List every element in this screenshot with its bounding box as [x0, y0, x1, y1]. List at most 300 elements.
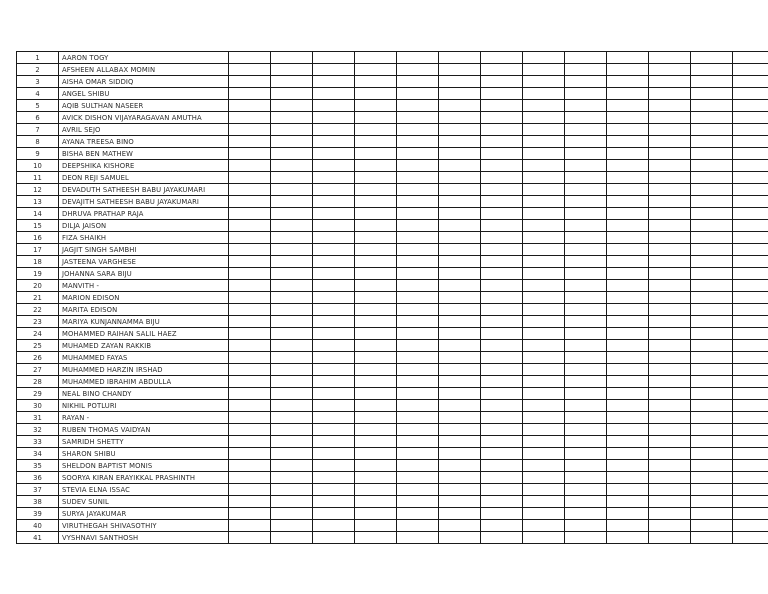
blank-cell	[733, 208, 768, 220]
blank-cell	[523, 76, 565, 88]
blank-cell	[313, 412, 355, 424]
blank-cell	[607, 376, 649, 388]
blank-cell	[439, 328, 481, 340]
blank-cell	[607, 484, 649, 496]
blank-cell	[481, 448, 523, 460]
blank-cell	[229, 232, 271, 244]
blank-cell	[733, 436, 768, 448]
student-name: SURYA JAYAKUMAR	[59, 508, 229, 520]
blank-cell	[607, 196, 649, 208]
blank-cell	[397, 256, 439, 268]
table-row	[17, 100, 768, 112]
student-name: SAMRIDH SHETTY	[59, 436, 229, 448]
blank-cell	[565, 352, 607, 364]
row-number: 31	[17, 412, 59, 424]
blank-cell	[397, 52, 439, 64]
blank-cell	[733, 292, 768, 304]
blank-cell	[733, 472, 768, 484]
blank-cell	[733, 136, 768, 148]
table-row	[17, 148, 768, 160]
row-number: 30	[17, 400, 59, 412]
blank-cell	[313, 196, 355, 208]
blank-cell	[439, 532, 481, 544]
blank-cell	[229, 196, 271, 208]
student-name: AARON TOGY	[59, 52, 229, 64]
blank-cell	[649, 304, 691, 316]
blank-cell	[481, 460, 523, 472]
blank-cell	[229, 388, 271, 400]
blank-cell	[607, 112, 649, 124]
blank-cell	[439, 388, 481, 400]
blank-cell	[649, 316, 691, 328]
blank-cell	[733, 352, 768, 364]
student-roster-table	[16, 51, 768, 544]
row-number: 21	[17, 292, 59, 304]
blank-cell	[649, 172, 691, 184]
blank-cell	[607, 76, 649, 88]
table-row	[17, 400, 768, 412]
blank-cell	[355, 244, 397, 256]
blank-cell	[691, 448, 733, 460]
blank-cell	[649, 472, 691, 484]
blank-cell	[481, 304, 523, 316]
blank-cell	[481, 148, 523, 160]
blank-cell	[397, 412, 439, 424]
row-number: 8	[17, 136, 59, 148]
blank-cell	[607, 292, 649, 304]
blank-cell	[397, 268, 439, 280]
blank-cell	[565, 496, 607, 508]
blank-cell	[649, 412, 691, 424]
table-row	[17, 280, 768, 292]
blank-cell	[481, 184, 523, 196]
blank-cell	[649, 196, 691, 208]
blank-cell	[397, 388, 439, 400]
blank-cell	[313, 148, 355, 160]
blank-cell	[733, 520, 768, 532]
blank-cell	[481, 196, 523, 208]
blank-cell	[439, 244, 481, 256]
blank-cell	[397, 160, 439, 172]
blank-cell	[523, 400, 565, 412]
blank-cell	[229, 268, 271, 280]
blank-cell	[733, 496, 768, 508]
blank-cell	[481, 520, 523, 532]
blank-cell	[523, 424, 565, 436]
blank-cell	[523, 148, 565, 160]
student-name: SUDEV SUNIL	[59, 496, 229, 508]
table-row	[17, 340, 768, 352]
student-name: AYANA TREESA BINO	[59, 136, 229, 148]
blank-cell	[313, 220, 355, 232]
blank-cell	[313, 172, 355, 184]
blank-cell	[733, 88, 768, 100]
blank-cell	[565, 304, 607, 316]
blank-cell	[565, 160, 607, 172]
blank-cell	[481, 208, 523, 220]
blank-cell	[439, 136, 481, 148]
blank-cell	[271, 304, 313, 316]
blank-cell	[691, 280, 733, 292]
blank-cell	[397, 448, 439, 460]
blank-cell	[355, 400, 397, 412]
blank-cell	[229, 400, 271, 412]
blank-cell	[229, 220, 271, 232]
blank-cell	[691, 520, 733, 532]
roster-body	[17, 52, 768, 544]
blank-cell	[607, 400, 649, 412]
blank-cell	[691, 136, 733, 148]
blank-cell	[649, 496, 691, 508]
blank-cell	[733, 256, 768, 268]
student-name: RAYAN -	[59, 412, 229, 424]
blank-cell	[733, 316, 768, 328]
row-number: 33	[17, 436, 59, 448]
blank-cell	[229, 88, 271, 100]
row-number: 6	[17, 112, 59, 124]
table-row	[17, 532, 768, 544]
blank-cell	[691, 484, 733, 496]
blank-cell	[481, 340, 523, 352]
student-name: MUHAMMED FAYAS	[59, 352, 229, 364]
blank-cell	[733, 532, 768, 544]
blank-cell	[229, 328, 271, 340]
blank-cell	[439, 292, 481, 304]
blank-cell	[481, 52, 523, 64]
student-name: MANVITH -	[59, 280, 229, 292]
blank-cell	[481, 484, 523, 496]
blank-cell	[271, 148, 313, 160]
blank-cell	[397, 376, 439, 388]
blank-cell	[355, 376, 397, 388]
blank-cell	[523, 64, 565, 76]
blank-cell	[355, 364, 397, 376]
blank-cell	[691, 400, 733, 412]
blank-cell	[313, 400, 355, 412]
blank-cell	[607, 184, 649, 196]
row-number: 2	[17, 64, 59, 76]
row-number: 40	[17, 520, 59, 532]
blank-cell	[229, 484, 271, 496]
row-number: 5	[17, 100, 59, 112]
blank-cell	[397, 88, 439, 100]
blank-cell	[355, 280, 397, 292]
blank-cell	[733, 376, 768, 388]
blank-cell	[691, 268, 733, 280]
blank-cell	[313, 520, 355, 532]
blank-cell	[481, 124, 523, 136]
blank-cell	[565, 400, 607, 412]
blank-cell	[565, 172, 607, 184]
blank-cell	[439, 124, 481, 136]
blank-cell	[691, 424, 733, 436]
blank-cell	[733, 304, 768, 316]
blank-cell	[481, 88, 523, 100]
blank-cell	[691, 244, 733, 256]
blank-cell	[691, 532, 733, 544]
blank-cell	[481, 508, 523, 520]
blank-cell	[355, 220, 397, 232]
table-row	[17, 76, 768, 88]
blank-cell	[691, 340, 733, 352]
blank-cell	[439, 448, 481, 460]
table-row	[17, 508, 768, 520]
student-name: NEAL BINO CHANDY	[59, 388, 229, 400]
blank-cell	[481, 256, 523, 268]
blank-cell	[313, 256, 355, 268]
blank-cell	[271, 376, 313, 388]
blank-cell	[691, 148, 733, 160]
blank-cell	[607, 508, 649, 520]
blank-cell	[649, 100, 691, 112]
blank-cell	[649, 208, 691, 220]
blank-cell	[565, 388, 607, 400]
blank-cell	[439, 508, 481, 520]
blank-cell	[481, 220, 523, 232]
blank-cell	[229, 340, 271, 352]
blank-cell	[565, 460, 607, 472]
blank-cell	[481, 472, 523, 484]
blank-cell	[271, 208, 313, 220]
blank-cell	[229, 172, 271, 184]
blank-cell	[271, 244, 313, 256]
blank-cell	[313, 328, 355, 340]
blank-cell	[691, 100, 733, 112]
blank-cell	[523, 436, 565, 448]
blank-cell	[271, 340, 313, 352]
blank-cell	[271, 232, 313, 244]
row-number: 29	[17, 388, 59, 400]
blank-cell	[481, 400, 523, 412]
blank-cell	[691, 112, 733, 124]
blank-cell	[691, 76, 733, 88]
table-row	[17, 448, 768, 460]
blank-cell	[355, 292, 397, 304]
row-number: 19	[17, 268, 59, 280]
blank-cell	[439, 256, 481, 268]
blank-cell	[397, 436, 439, 448]
blank-cell	[481, 280, 523, 292]
blank-cell	[397, 232, 439, 244]
blank-cell	[607, 316, 649, 328]
blank-cell	[523, 304, 565, 316]
student-name: DEON REJI SAMUEL	[59, 172, 229, 184]
table-row	[17, 412, 768, 424]
blank-cell	[733, 364, 768, 376]
blank-cell	[397, 112, 439, 124]
blank-cell	[649, 232, 691, 244]
blank-cell	[397, 532, 439, 544]
blank-cell	[397, 136, 439, 148]
blank-cell	[649, 52, 691, 64]
blank-cell	[439, 460, 481, 472]
blank-cell	[397, 352, 439, 364]
blank-cell	[313, 448, 355, 460]
blank-cell	[523, 520, 565, 532]
blank-cell	[313, 532, 355, 544]
blank-cell	[229, 292, 271, 304]
blank-cell	[271, 172, 313, 184]
blank-cell	[355, 148, 397, 160]
blank-cell	[271, 136, 313, 148]
blank-cell	[271, 160, 313, 172]
blank-cell	[271, 112, 313, 124]
blank-cell	[523, 112, 565, 124]
blank-cell	[355, 388, 397, 400]
blank-cell	[691, 364, 733, 376]
table-row	[17, 136, 768, 148]
table-row	[17, 328, 768, 340]
blank-cell	[649, 280, 691, 292]
blank-cell	[313, 88, 355, 100]
blank-cell	[565, 316, 607, 328]
table-row	[17, 268, 768, 280]
student-name: AVICK DISHON VIJAYARAGAVAN AMUTHA	[59, 112, 229, 124]
blank-cell	[649, 220, 691, 232]
blank-cell	[355, 136, 397, 148]
blank-cell	[397, 208, 439, 220]
blank-cell	[439, 208, 481, 220]
blank-cell	[733, 220, 768, 232]
blank-cell	[649, 328, 691, 340]
row-number: 11	[17, 172, 59, 184]
blank-cell	[481, 172, 523, 184]
blank-cell	[607, 532, 649, 544]
student-name: DEVADUTH SATHEESH BABU JAYAKUMARI	[59, 184, 229, 196]
blank-cell	[649, 508, 691, 520]
student-name: SOORYA KIRAN ERAYIKKAL PRASHINTH	[59, 472, 229, 484]
blank-cell	[355, 436, 397, 448]
blank-cell	[271, 88, 313, 100]
blank-cell	[271, 508, 313, 520]
blank-cell	[565, 268, 607, 280]
blank-cell	[607, 208, 649, 220]
blank-cell	[691, 256, 733, 268]
blank-cell	[649, 520, 691, 532]
blank-cell	[691, 388, 733, 400]
table-row	[17, 64, 768, 76]
blank-cell	[229, 496, 271, 508]
blank-cell	[691, 508, 733, 520]
blank-cell	[691, 88, 733, 100]
table-row	[17, 112, 768, 124]
blank-cell	[523, 232, 565, 244]
blank-cell	[481, 268, 523, 280]
blank-cell	[607, 412, 649, 424]
blank-cell	[355, 160, 397, 172]
table-row	[17, 424, 768, 436]
blank-cell	[607, 448, 649, 460]
blank-cell	[607, 280, 649, 292]
row-number: 3	[17, 76, 59, 88]
table-row	[17, 52, 768, 64]
table-row	[17, 304, 768, 316]
blank-cell	[733, 64, 768, 76]
table-row	[17, 256, 768, 268]
blank-cell	[607, 304, 649, 316]
blank-cell	[271, 532, 313, 544]
blank-cell	[397, 64, 439, 76]
blank-cell	[649, 244, 691, 256]
student-name: VIRUTHEGAH SHIVASOTHIY	[59, 520, 229, 532]
blank-cell	[481, 316, 523, 328]
blank-cell	[523, 268, 565, 280]
blank-cell	[439, 304, 481, 316]
blank-cell	[649, 136, 691, 148]
blank-cell	[607, 496, 649, 508]
blank-cell	[649, 400, 691, 412]
row-number: 22	[17, 304, 59, 316]
blank-cell	[565, 436, 607, 448]
blank-cell	[733, 388, 768, 400]
blank-cell	[607, 124, 649, 136]
blank-cell	[397, 280, 439, 292]
blank-cell	[523, 316, 565, 328]
blank-cell	[439, 436, 481, 448]
student-name: SHARON SHIBU	[59, 448, 229, 460]
row-number: 18	[17, 256, 59, 268]
blank-cell	[439, 424, 481, 436]
blank-cell	[355, 448, 397, 460]
blank-cell	[397, 472, 439, 484]
blank-cell	[355, 100, 397, 112]
student-name: DHRUVA PRATHAP RAJA	[59, 208, 229, 220]
blank-cell	[481, 376, 523, 388]
blank-cell	[229, 352, 271, 364]
blank-cell	[649, 256, 691, 268]
table-row	[17, 364, 768, 376]
blank-cell	[649, 460, 691, 472]
table-row	[17, 436, 768, 448]
blank-cell	[649, 376, 691, 388]
blank-cell	[355, 496, 397, 508]
blank-cell	[397, 196, 439, 208]
blank-cell	[397, 304, 439, 316]
blank-cell	[229, 76, 271, 88]
table-row	[17, 124, 768, 136]
row-number: 39	[17, 508, 59, 520]
blank-cell	[733, 412, 768, 424]
row-number: 32	[17, 424, 59, 436]
blank-cell	[229, 412, 271, 424]
blank-cell	[607, 436, 649, 448]
blank-cell	[229, 52, 271, 64]
blank-cell	[271, 52, 313, 64]
blank-cell	[439, 496, 481, 508]
blank-cell	[565, 340, 607, 352]
blank-cell	[481, 112, 523, 124]
blank-cell	[733, 484, 768, 496]
blank-cell	[565, 244, 607, 256]
blank-cell	[439, 472, 481, 484]
blank-cell	[397, 424, 439, 436]
blank-cell	[733, 232, 768, 244]
blank-cell	[439, 520, 481, 532]
blank-cell	[523, 136, 565, 148]
blank-cell	[397, 328, 439, 340]
blank-cell	[313, 208, 355, 220]
blank-cell	[313, 388, 355, 400]
blank-cell	[523, 160, 565, 172]
blank-cell	[565, 424, 607, 436]
blank-cell	[481, 76, 523, 88]
blank-cell	[355, 268, 397, 280]
row-number: 9	[17, 148, 59, 160]
row-number: 12	[17, 184, 59, 196]
blank-cell	[649, 484, 691, 496]
row-number: 14	[17, 208, 59, 220]
row-number: 25	[17, 340, 59, 352]
